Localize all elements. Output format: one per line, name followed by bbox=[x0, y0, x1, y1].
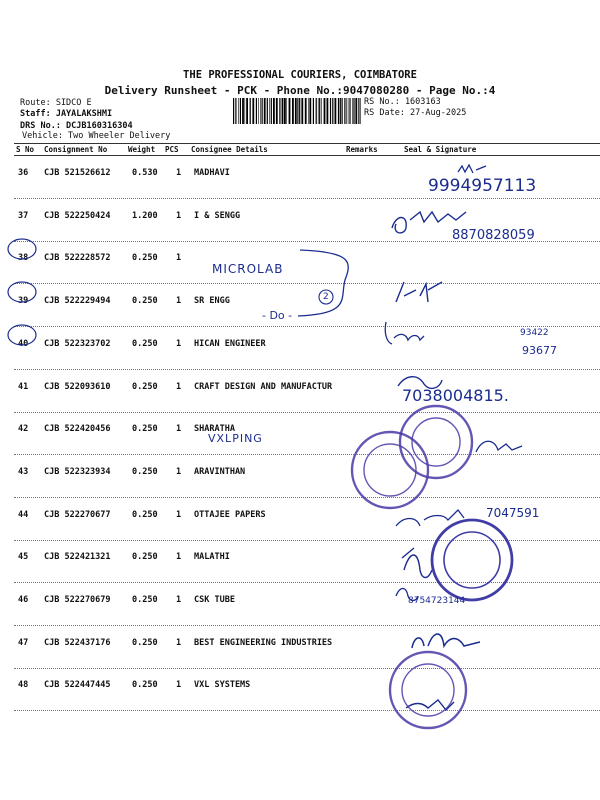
barcode-bar bbox=[233, 98, 234, 124]
row-consignment-no: CJB 522270677 bbox=[44, 509, 111, 520]
row-sno: 43 bbox=[18, 466, 29, 477]
row-pcs: 1 bbox=[176, 637, 182, 648]
row-pcs: 1 bbox=[176, 338, 182, 349]
barcode-bar bbox=[256, 98, 257, 124]
handwritten-note-ditto: - Do - bbox=[262, 309, 293, 322]
barcode-bar bbox=[327, 98, 329, 124]
row-weight: 1.200 bbox=[132, 210, 158, 221]
row-sno: 44 bbox=[18, 509, 29, 520]
table-row bbox=[14, 284, 600, 327]
row-weight: 0.250 bbox=[132, 338, 158, 349]
row-consignment-no: CJB 522270679 bbox=[44, 595, 111, 605]
barcode-bar bbox=[316, 98, 317, 124]
barcode-bar bbox=[240, 98, 241, 124]
row-consignment-no: CJB 522228572 bbox=[44, 253, 111, 264]
barcode-bar bbox=[340, 98, 341, 124]
barcode-bar bbox=[295, 98, 297, 124]
barcode-bar bbox=[245, 98, 246, 124]
row-consignment-no: CJB 522093610 bbox=[44, 381, 111, 392]
barcode-bar bbox=[301, 98, 303, 124]
row-sno: 39 bbox=[18, 296, 29, 307]
handwritten-phone-41: 7038004815. bbox=[402, 386, 509, 405]
barcode-bar bbox=[354, 98, 355, 124]
row-consignee: SHARATHA bbox=[194, 424, 235, 435]
barcode-bar bbox=[252, 98, 254, 124]
barcode-bar bbox=[267, 98, 268, 124]
barcode-bar bbox=[358, 98, 359, 124]
barcode-bar bbox=[350, 98, 351, 124]
table-row bbox=[14, 540, 600, 583]
handwritten-number-40a: 93422 bbox=[520, 328, 549, 338]
row-consignment-no: CJB 522250424 bbox=[44, 210, 111, 221]
barcode-bar bbox=[332, 98, 333, 124]
table-row bbox=[14, 583, 600, 626]
barcode-bar bbox=[360, 98, 361, 124]
barcode-bar bbox=[324, 98, 326, 124]
row-weight: 0.250 bbox=[132, 253, 158, 264]
barcode-bar bbox=[286, 98, 287, 124]
table-row bbox=[14, 327, 600, 370]
row-consignment-no: CJB 521526612 bbox=[44, 168, 111, 178]
barcode-bar bbox=[342, 98, 343, 124]
col-header-consignee: Consignee Details bbox=[191, 145, 268, 154]
row-sno: 41 bbox=[18, 381, 29, 392]
row-pcs: 1 bbox=[176, 680, 182, 691]
row-sno: 47 bbox=[18, 637, 29, 648]
row-consignee: BEST ENGINEERING INDUSTRIES bbox=[194, 637, 333, 648]
table-row bbox=[14, 241, 600, 284]
runsheet-subtitle: Delivery Runsheet - PCK - Phone No.:9047080280 - Page No.:4 bbox=[104, 84, 496, 97]
barcode-bar bbox=[258, 98, 259, 124]
runsheet-meta-right bbox=[364, 97, 466, 119]
barcode-bar bbox=[321, 98, 322, 124]
row-pcs: 1 bbox=[176, 168, 182, 178]
handwritten-phone-36: 9994957113 bbox=[428, 176, 537, 196]
barcode-bar bbox=[235, 98, 236, 124]
row-pcs: 1 bbox=[176, 509, 182, 520]
staff-text: Staff: JAYALAKSHMI bbox=[20, 109, 113, 119]
barcode-bar bbox=[318, 98, 319, 124]
row-sno: 36 bbox=[18, 168, 29, 178]
table-row bbox=[14, 455, 600, 498]
barcode-bar bbox=[273, 98, 275, 124]
header-top-rule bbox=[14, 143, 600, 144]
col-header-signature: Seal & Signature bbox=[404, 145, 477, 154]
rs-date: RS Date: 27-Aug-2025 bbox=[364, 108, 467, 118]
row-consignment-no: CJB 522323702 bbox=[44, 338, 111, 349]
barcode-bar bbox=[282, 98, 284, 124]
barcode-bar bbox=[344, 98, 345, 124]
barcode bbox=[233, 98, 361, 124]
row-weight: 0.530 bbox=[132, 168, 158, 178]
runsheet-meta-left bbox=[20, 98, 133, 132]
row-sno: 38 bbox=[18, 253, 29, 264]
row-pcs: 1 bbox=[176, 381, 182, 392]
row-pcs: 1 bbox=[176, 552, 182, 563]
barcode-bar bbox=[313, 98, 314, 124]
row-weight: 0.250 bbox=[132, 552, 158, 563]
row-weight: 0.250 bbox=[132, 680, 158, 691]
company-title: THE PROFESSIONAL COURIERS, COIMBATORE bbox=[183, 69, 417, 81]
row-pcs: 1 bbox=[176, 296, 182, 307]
barcode-bar bbox=[348, 98, 349, 124]
barcode-bar bbox=[330, 98, 331, 124]
handwritten-note-42: VXLPING bbox=[208, 432, 263, 445]
row-weight: 0.250 bbox=[132, 637, 158, 648]
barcode-bar bbox=[349, 98, 350, 124]
barcode-bar bbox=[297, 98, 298, 124]
barcode-bar bbox=[319, 98, 320, 124]
barcode-bar bbox=[305, 98, 307, 124]
row-consignee: CRAFT DESIGN AND MANUFACTUR bbox=[194, 381, 333, 392]
barcode-bar bbox=[276, 98, 278, 124]
row-consignee: CSK TUBE bbox=[194, 595, 235, 605]
row-pcs: 1 bbox=[176, 210, 182, 221]
barcode-bar bbox=[352, 98, 353, 124]
row-sno: 42 bbox=[18, 424, 29, 435]
row-weight: 0.250 bbox=[132, 381, 158, 392]
col-header-consignment: Consignment No bbox=[44, 145, 108, 154]
vehicle-text: Vehicle: Two Wheeler Delivery bbox=[22, 131, 171, 141]
row-sno: 40 bbox=[18, 338, 29, 349]
handwritten-phone-37: 8870828059 bbox=[452, 228, 535, 243]
table-row bbox=[14, 412, 600, 455]
barcode-bar bbox=[289, 98, 291, 124]
table-row bbox=[14, 370, 600, 413]
row-consignee: HICAN ENGINEER bbox=[194, 338, 266, 349]
col-header-pcs: PCS bbox=[165, 145, 179, 154]
col-header-remarks: Remarks bbox=[346, 145, 378, 154]
row-pcs: 1 bbox=[176, 466, 182, 477]
barcode-bar bbox=[299, 98, 300, 124]
col-header-weight: Weight bbox=[128, 145, 156, 154]
row-weight: 0.250 bbox=[132, 595, 158, 605]
handwritten-circled-two: 2 bbox=[323, 292, 329, 302]
barcode-bar bbox=[284, 98, 286, 124]
barcode-bar bbox=[271, 98, 272, 124]
handwritten-note-microlab: MICROLAB bbox=[212, 262, 284, 276]
barcode-bar bbox=[269, 98, 270, 124]
barcode-bar bbox=[292, 98, 294, 124]
row-consignment-no: CJB 522323934 bbox=[44, 466, 111, 477]
row-pcs: 1 bbox=[176, 253, 182, 264]
row-pcs: 1 bbox=[176, 595, 182, 605]
barcode-bar bbox=[238, 98, 239, 124]
barcode-bar bbox=[246, 98, 248, 124]
barcode-bar bbox=[260, 98, 261, 124]
row-consignment-no: CJB 522437176 bbox=[44, 637, 111, 648]
drs-number: DRS No.: DCJB160316304 bbox=[20, 121, 133, 131]
rs-number: RS No.: 1603163 bbox=[364, 97, 441, 107]
col-header-sno: S No bbox=[16, 145, 35, 154]
barcode-bar bbox=[335, 98, 337, 124]
handwritten-phone-44: 7047591 bbox=[486, 506, 540, 520]
row-consignee: MADHAVI bbox=[194, 168, 230, 178]
row-consignee: SR ENGG bbox=[194, 296, 230, 307]
row-weight: 0.250 bbox=[132, 509, 158, 520]
row-weight: 0.250 bbox=[132, 466, 158, 477]
row-weight: 0.250 bbox=[132, 424, 158, 435]
barcode-bar bbox=[338, 98, 339, 124]
row-consignee: I & SENGG bbox=[194, 210, 241, 221]
row-sno: 45 bbox=[18, 552, 29, 563]
row-sno: 46 bbox=[18, 595, 29, 605]
table-row bbox=[14, 626, 600, 669]
barcode-bar bbox=[242, 98, 244, 124]
row-consignment-no: CJB 522420456 bbox=[44, 424, 111, 435]
row-consignment-no: CJB 522447445 bbox=[44, 680, 111, 691]
row-sno: 48 bbox=[18, 680, 29, 691]
barcode-bar bbox=[309, 98, 311, 124]
row-consignment-no: CJB 522229494 bbox=[44, 296, 111, 307]
row-weight: 0.250 bbox=[132, 296, 158, 307]
row-consignee: MALATHI bbox=[194, 552, 230, 563]
row-consignee: VXL SYSTEMS bbox=[194, 680, 251, 691]
row-consignee: ARAVINTHAN bbox=[194, 466, 246, 477]
barcode-bar bbox=[264, 98, 266, 124]
barcode-bar bbox=[308, 98, 309, 124]
handwritten-phone-46: 8754723144 bbox=[408, 596, 466, 606]
row-consignment-no: CJB 522421321 bbox=[44, 552, 111, 563]
table-row bbox=[14, 668, 600, 711]
row-pcs: 1 bbox=[176, 424, 182, 435]
row-sno: 37 bbox=[18, 210, 29, 221]
barcode-bar bbox=[355, 98, 357, 124]
handwritten-number-40b: 93677 bbox=[522, 344, 557, 357]
barcode-bar bbox=[262, 98, 263, 124]
barcode-bar bbox=[250, 98, 251, 124]
row-consignee: OTTAJEE PAPERS bbox=[194, 509, 266, 520]
barcode-bar bbox=[346, 98, 347, 124]
route-text: Route: SIDCO E bbox=[20, 98, 92, 108]
barcode-bar bbox=[279, 98, 280, 124]
